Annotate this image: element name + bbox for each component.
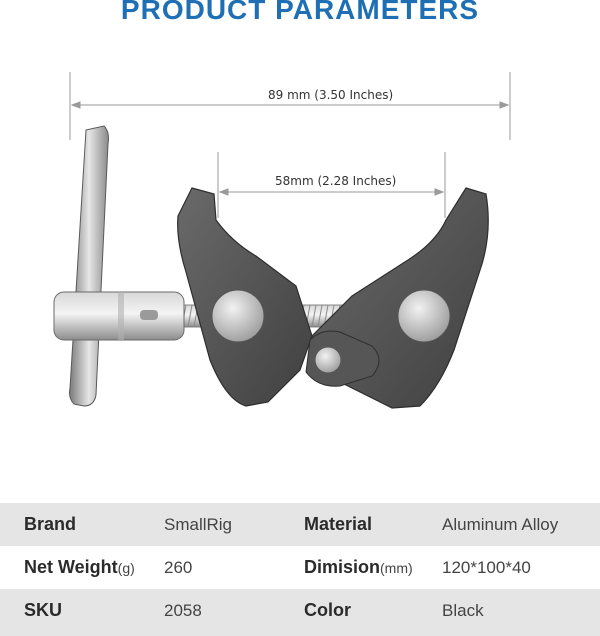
product-specs-table: [0, 497, 600, 636]
clamp-product-image: [0, 60, 600, 430]
spec-row: [0, 589, 600, 636]
page-title: PRODUCT PARAMETERS: [120, 0, 480, 25]
t-handle-bar: [70, 126, 109, 406]
right-pivot-pin: [398, 290, 450, 342]
spec-label-brand: Brand: [24, 514, 77, 534]
spec-row: [0, 546, 600, 589]
jaw-dimension-label: 58mm (2.28 Inches): [275, 174, 397, 188]
spec-row: [0, 503, 600, 546]
spec-label-material: Material: [304, 514, 373, 534]
spec-value-color: Black: [442, 601, 484, 620]
spec-unit-dimension: (mm): [380, 560, 413, 576]
spec-label-color: Color: [304, 600, 351, 620]
spec-value-dimension: 120*100*40: [442, 558, 531, 577]
center-pin: [315, 347, 341, 373]
jaw-dimension-line: [218, 152, 445, 218]
spec-unit-net-weight: (g): [117, 560, 135, 576]
spec-value-net-weight: 260: [164, 558, 193, 577]
spec-value-sku: 2058: [164, 601, 202, 620]
overall-dimension-label: 89 mm (3.50 Inches): [268, 88, 394, 102]
left-pivot-pin: [212, 290, 264, 342]
spec-label-sku: SKU: [24, 600, 63, 620]
spec-label-net-weight: Net Weight(g): [24, 557, 135, 577]
spec-value-brand: SmallRig: [164, 515, 233, 534]
spec-label-dimension: Dimision(mm): [304, 557, 413, 577]
spec-value-material: Aluminum Alloy: [442, 515, 559, 534]
overall-dimension-line: [70, 72, 510, 140]
